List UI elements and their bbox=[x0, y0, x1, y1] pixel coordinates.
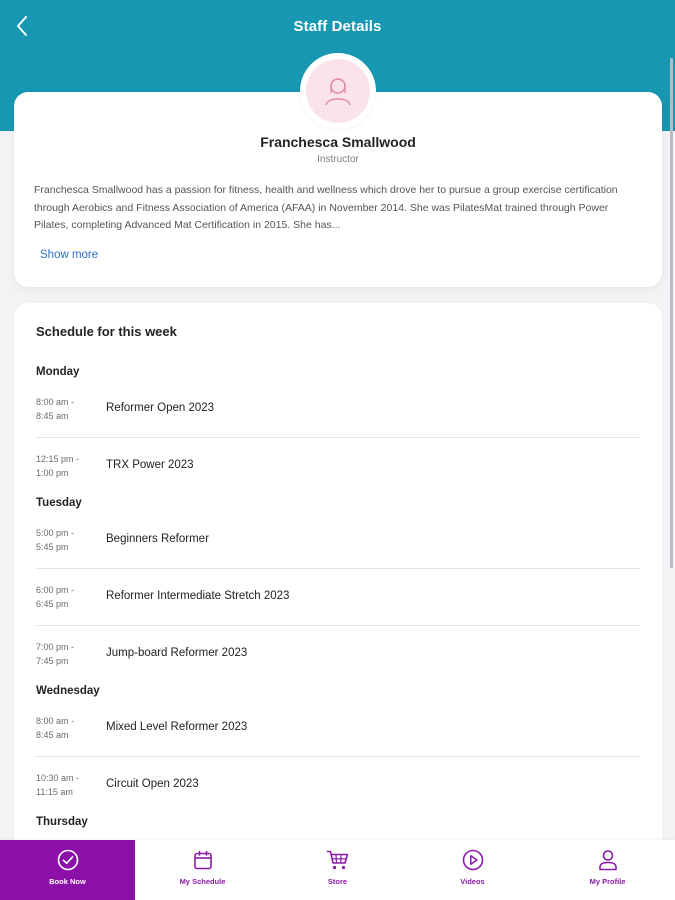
class-name: Circuit Open 2023 bbox=[106, 778, 199, 790]
schedule-title: Schedule for this week bbox=[36, 324, 177, 339]
class-time: 8:00 am - 8:45 am bbox=[36, 397, 75, 421]
divider bbox=[36, 437, 640, 438]
day-heading: Monday bbox=[36, 366, 80, 378]
class-time: 10:30 am - 11:15 am bbox=[36, 773, 80, 797]
calendar-icon bbox=[192, 849, 214, 871]
class-row[interactable] bbox=[36, 583, 640, 639]
tab-label: My Schedule bbox=[179, 877, 226, 886]
schedule-card bbox=[14, 303, 662, 863]
class-row[interactable] bbox=[36, 640, 640, 696]
class-name: TRX Power 2023 bbox=[106, 459, 194, 471]
divider bbox=[36, 568, 640, 569]
staff-bio: Franchesca Smallwood has a passion for fitness, health and wellness which drove her to pursue a group exercise certification through Aerobics and Fitness Association of America (AFAA) in November 2014. She was PilatesMat trained through Power Pilates, completing Advanced Mat Certification in 2015. She has... bbox=[34, 184, 618, 231]
tab-label: Book Now bbox=[49, 877, 86, 886]
divider bbox=[36, 625, 640, 626]
tab-label: Store bbox=[327, 877, 348, 886]
class-row[interactable] bbox=[36, 526, 640, 582]
class-row[interactable] bbox=[36, 452, 640, 508]
class-row[interactable] bbox=[36, 714, 640, 770]
tab-my-schedule[interactable] bbox=[135, 840, 270, 900]
tab-my-profile[interactable] bbox=[540, 840, 675, 900]
cart-icon bbox=[326, 849, 350, 871]
class-row[interactable] bbox=[36, 771, 640, 827]
class-name: Reformer Intermediate Stretch 2023 bbox=[106, 590, 290, 602]
class-time: 5:00 pm - 5:45 pm bbox=[36, 528, 75, 552]
class-name: Jump-board Reformer 2023 bbox=[106, 647, 248, 659]
tab-label: Videos bbox=[460, 877, 485, 886]
class-name: Beginners Reformer bbox=[106, 533, 209, 545]
class-time: 6:00 pm - 6:45 pm bbox=[36, 585, 75, 609]
class-time: 7:00 pm - 7:45 pm bbox=[36, 642, 75, 666]
tab-book-now[interactable] bbox=[0, 840, 135, 900]
class-name: Reformer Open 2023 bbox=[106, 402, 215, 414]
class-name: Mixed Level Reformer 2023 bbox=[106, 721, 248, 733]
tab-store[interactable] bbox=[270, 840, 405, 900]
avatar bbox=[300, 53, 376, 129]
day-heading: Wednesday bbox=[36, 685, 100, 697]
user-icon bbox=[597, 849, 619, 871]
tab-videos[interactable] bbox=[405, 840, 540, 900]
class-time: 8:00 am - 8:45 am bbox=[36, 716, 75, 740]
class-row[interactable] bbox=[36, 395, 640, 451]
class-time: 12:15 pm - 1:00 pm bbox=[36, 454, 80, 478]
divider bbox=[36, 756, 640, 757]
scrollbar[interactable] bbox=[670, 58, 673, 568]
person-avatar-icon bbox=[318, 71, 358, 111]
staff-role: Instructor bbox=[317, 154, 359, 165]
show-more-link[interactable]: Show more bbox=[40, 249, 99, 261]
check-circle-icon bbox=[57, 849, 79, 871]
day-heading: Tuesday bbox=[36, 497, 82, 509]
staff-name: Franchesca Smallwood bbox=[260, 134, 416, 150]
tab-label: My Profile bbox=[589, 877, 626, 886]
page-title: Staff Details bbox=[293, 18, 382, 35]
bottom-tab-bar bbox=[0, 840, 675, 900]
day-heading: Thursday bbox=[36, 816, 88, 828]
play-circle-icon bbox=[462, 849, 484, 871]
